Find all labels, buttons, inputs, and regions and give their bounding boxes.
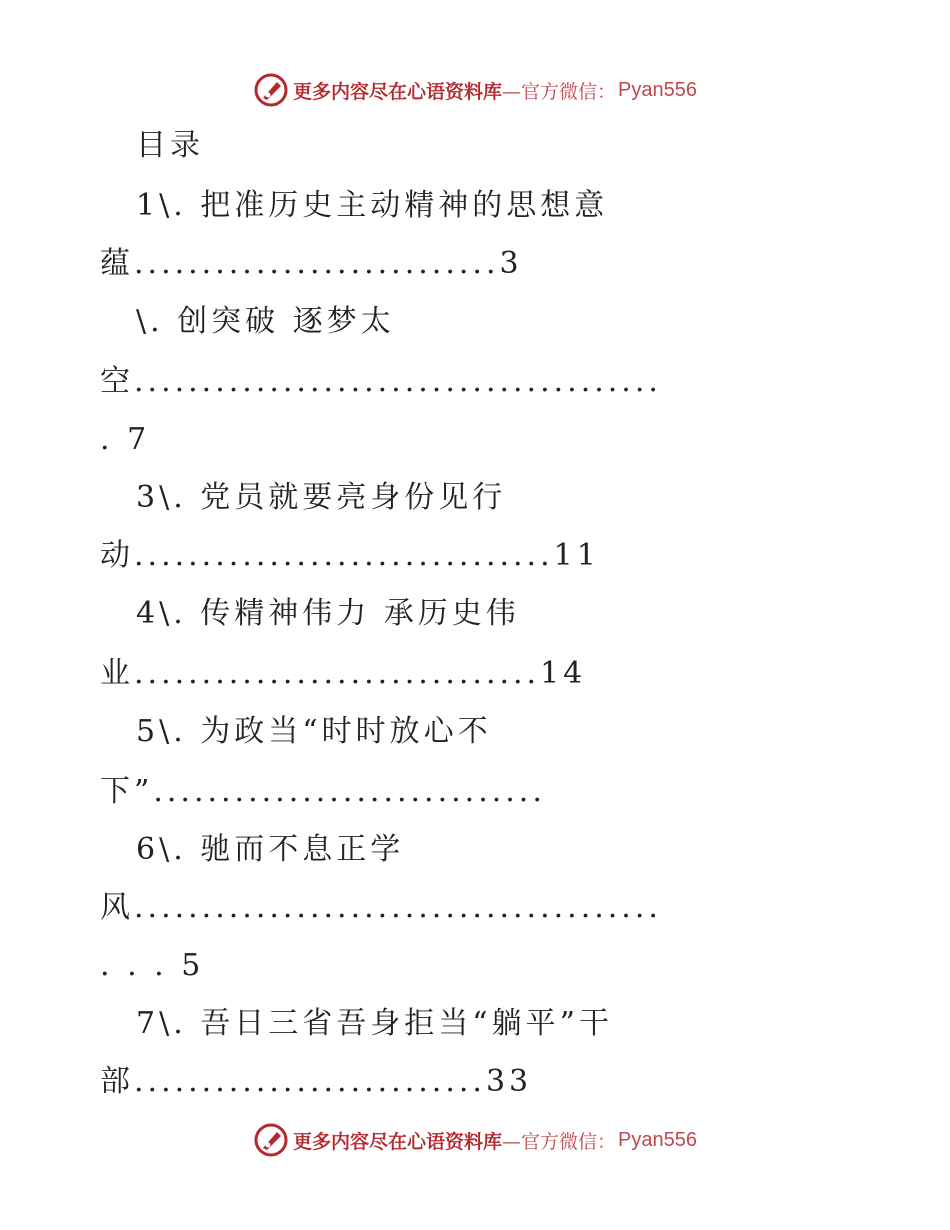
watermark-text: 更多内容尽在心语资料库 bbox=[293, 1130, 503, 1153]
toc-title: 目录 bbox=[136, 128, 204, 163]
toc-line: . . . 5 bbox=[100, 948, 205, 983]
toc-line: 6\. 驰而不息正学 bbox=[136, 832, 405, 867]
toc-line: 1\. 把准历史主动精神的思想意 bbox=[136, 188, 609, 223]
header-watermark bbox=[0, 70, 950, 110]
pen-logo-icon bbox=[253, 1122, 289, 1158]
toc-line: 5\. 为政当“时时放心不 bbox=[136, 714, 492, 749]
toc-line: . 7 bbox=[100, 422, 151, 457]
toc-line: 7\. 吾日三省吾身拒当“躺平”干 bbox=[136, 1006, 613, 1041]
watermark-text: 更多内容尽在心语资料库 bbox=[293, 80, 503, 103]
watermark-wechat-id: Pyan556 bbox=[618, 1128, 697, 1151]
watermark-suffix: —官方微信： bbox=[502, 1130, 617, 1153]
toc-line: 3\. 党员就要亮身份见行 bbox=[136, 480, 507, 515]
toc-line: 风....................................... bbox=[100, 890, 662, 925]
toc-line: 业..............................14 bbox=[100, 656, 587, 691]
toc-line: 蕴...........................3 bbox=[100, 246, 523, 281]
footer-watermark bbox=[0, 1120, 950, 1160]
toc-line: 空....................................... bbox=[100, 364, 662, 399]
toc-line: 4\. 传精神伟力 承历史伟 bbox=[136, 596, 520, 631]
toc-line: 部..........................33 bbox=[100, 1064, 533, 1099]
toc-line: 动...............................11 bbox=[100, 538, 600, 573]
pen-logo-icon bbox=[253, 72, 289, 108]
watermark-wechat-id: Pyan556 bbox=[618, 78, 697, 101]
watermark-suffix: —官方微信： bbox=[502, 80, 617, 103]
toc-line: 下”............................. bbox=[100, 774, 546, 809]
toc-line: \. 创突破 逐梦太 bbox=[136, 304, 395, 339]
